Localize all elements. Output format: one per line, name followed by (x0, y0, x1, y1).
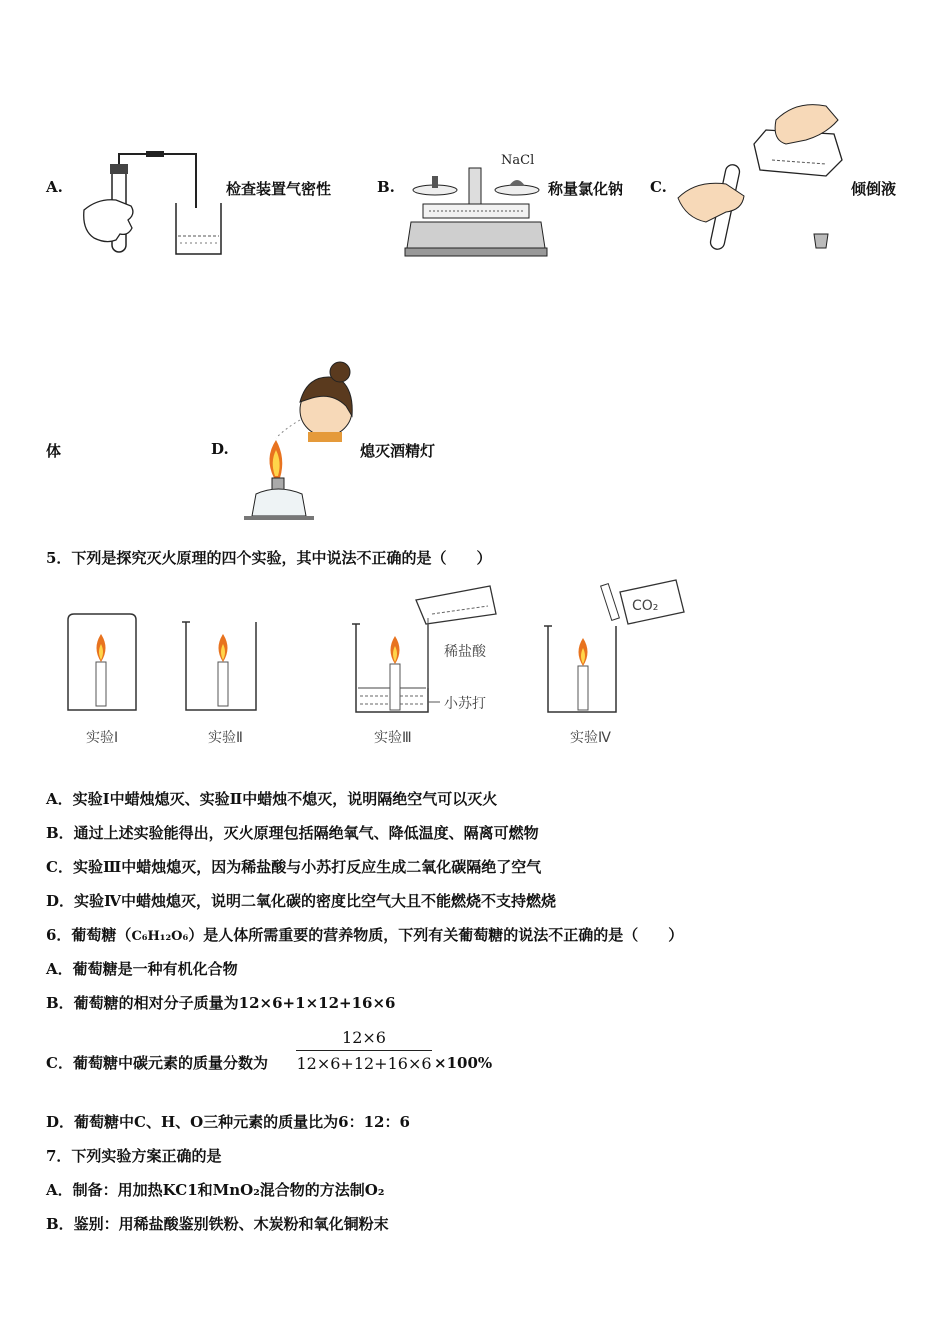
fraction-denominator: 12×6+12+16×6 (296, 1054, 432, 1073)
co2-label: CO₂ (632, 598, 659, 614)
q6-option-d: D．葡萄糖中C、H、O三种元素的质量比为6：12：6 (46, 1113, 410, 1131)
q6-option-c-prefix: C．葡萄糖中碳元素的质量分数为 (46, 1054, 268, 1072)
option-c-text-continued: 体 (46, 442, 62, 460)
q5-option-a: A．实验Ⅰ中蜡烛熄灭、实验Ⅱ中蜡烛不熄灭，说明隔绝空气可以灭火 (46, 790, 498, 808)
soda-label: 小苏打 (444, 696, 486, 712)
option-b-letter: B. (377, 178, 395, 196)
q6-option-b: B．葡萄糖的相对分子质量为12×6+1×12+16×6 (46, 994, 396, 1012)
experiment-1-apparatus (68, 614, 136, 710)
experiment-2-apparatus (182, 622, 256, 710)
experiment-1-label: 实验Ⅰ (86, 730, 119, 746)
q7-option-b: B．鉴别：用稀盐酸鉴别铁粉、木炭粉和氧化铜粉末 (46, 1215, 389, 1233)
fraction-numerator: 12×6 (342, 1028, 386, 1047)
option-c-letter: C. (650, 178, 667, 196)
glucose-formula: C₆H₁₂O₆ (131, 929, 189, 944)
option-a-text: 检查装置气密性 (226, 180, 332, 198)
question-6-stem-pre: 6．葡萄糖（ (46, 926, 132, 944)
experiment-4-label: 实验Ⅳ (570, 730, 611, 746)
experiment-3-label: 实验Ⅲ (374, 730, 412, 746)
q6-option-c-suffix: ×100% (434, 1054, 493, 1072)
q5-option-d: D．实验Ⅳ中蜡烛熄灭，说明二氧化碳的密度比空气大且不能燃烧不支持燃烧 (46, 892, 557, 910)
q7-option-a: A．制备：用加热KC1和MnO₂混合物的方法制O₂ (46, 1181, 385, 1199)
option-d-letter: D. (211, 440, 229, 458)
option-b-text: 称量氯化钠 (548, 180, 624, 198)
balance-figure (405, 150, 547, 258)
question-6-stem (46, 925, 683, 947)
acid-label: 稀盐酸 (444, 644, 486, 660)
q5-option-b: B．通过上述实验能得出，灭火原理包括隔绝氧气、降低温度、隔离可燃物 (46, 824, 539, 842)
fraction-bar (296, 1050, 432, 1051)
question-7-stem: 7．下列实验方案正确的是 (46, 1147, 222, 1165)
experiment-figure (60, 578, 700, 754)
nacl-label: NaCl (501, 153, 535, 168)
airtightness-check-figure (76, 148, 226, 258)
blowing-out-lamp-figure (242, 358, 356, 524)
q5-option-c: C．实验Ⅲ中蜡烛熄灭，因为稀盐酸与小苏打反应生成二氧化碳隔绝了空气 (46, 858, 542, 876)
experiment-4-apparatus (544, 580, 684, 712)
option-c-text: 倾倒液 (851, 180, 897, 198)
question-5-stem: 5．下列是探究灭火原理的四个实验，其中说法不正确的是（ ） (46, 549, 492, 567)
option-d-text: 熄灭酒精灯 (360, 442, 436, 460)
option-a-letter: A. (46, 178, 63, 196)
pouring-liquid-figure (676, 100, 848, 256)
experiment-2-label: 实验Ⅱ (208, 730, 243, 746)
q6-option-a: A．葡萄糖是一种有机化合物 (46, 960, 238, 978)
question-6-stem-post: ）是人体所需重要的营养物质，下列有关葡萄糖的说法不正确的是（ ） (188, 926, 684, 944)
